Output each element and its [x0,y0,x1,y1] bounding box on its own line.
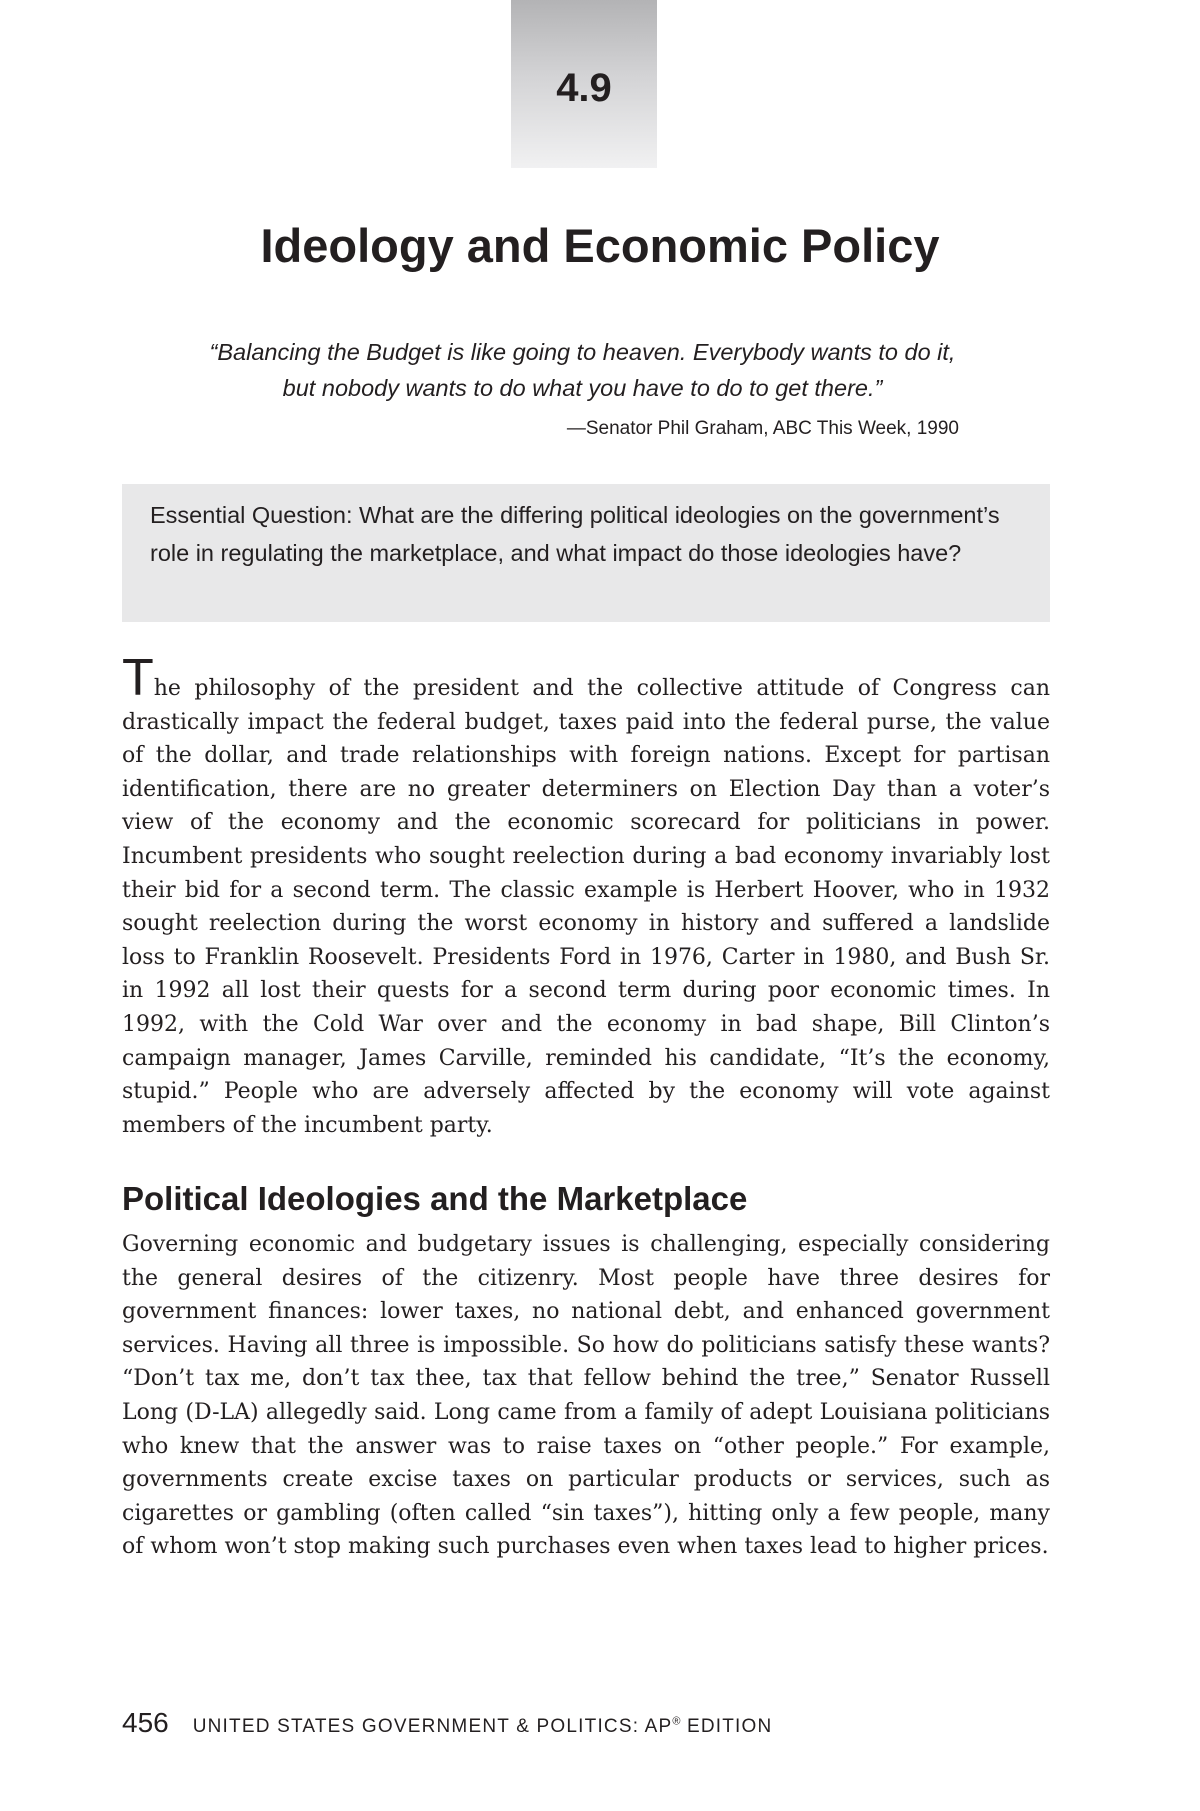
epigraph-line-1: “Balancing the Budget is like going to heaven. Everybody wants to do it, [209,339,956,365]
section-number: 4.9 [556,65,612,110]
page-footer [122,1707,772,1739]
essential-question-box [122,484,1050,622]
epigraph-line-2: but nobody wants to do what you have to do to get there.” [282,375,883,401]
intro-paragraph-text: he philosophy of the president and the collective attitude of Congress can drastically impact the federal budget, taxes paid into the federal purse, the value of the dollar, and trade relationships with foreign nations. Except for partisan identification, there are no greater determiners on Election Day than a voter’s view of the economy and the economic scorecard for politicians in power. Incumbent presidents who sought reelection during a bad economy invariably lost their bid for a second term. The classic example is Herbert Hoover, who in 1932 sought reelection during the worst economy in history and suffered a landslide loss to Franklin Roosevelt. Presidents Ford in 1976, Carter in 1980, and Bush Sr. in 1992 all lost their quests for a second term during poor economic times. In 1992, with the Cold War over and the economy in bad shape, Bill Clinton’s campaign manager, James Carville, reminded his candidate, “It’s the economy, stupid.” People who are adversely affected by the economy will vote against members of the incumbent party. [122,676,1050,1138]
essential-question-text: What are the differing political ideologies on the government’s role in regulating the marketplace, and what impact do those ideologies have? [150,502,1000,566]
epigraph-quote [110,334,1055,406]
drop-cap: T [122,649,154,707]
chapter-title: Ideology and Economic Policy [260,219,940,272]
intro-paragraph [122,649,1050,1142]
registered-mark: ® [672,1715,681,1728]
section-heading: Political Ideologies and the Marketplace [122,1180,748,1217]
running-head: UNITED STATES GOVERNMENT & POLITICS: AP® EDITION [192,1715,773,1737]
marketplace-paragraph: Governing economic and budgetary issues is challenging, especially considering the general desires of the citizenry. Most people have three desires for government finances: lower taxes, no national debt, and enhanced government services. Having all three is impossible. So how do politicians satisfy these wants? “Don’t tax me, don’t tax thee, tax that fellow behind the tree,” Senator Russell Long (D-LA) allegedly said. Long came from a family of adept Louisiana politicians who knew that the answer was to raise taxes on “other people.” For example, governments create excise taxes on particular products or services, such as cigarettes or gambling (often called “sin taxes”), hitting only a few people, many of whom won’t stop making such purchases even when taxes lead to higher prices. [122,1232,1050,1560]
essential-question-label: Essential Question: [150,502,353,528]
epigraph-attribution: —Senator Phil Graham, ABC This Week, 1990 [566,418,959,439]
page-number: 456 [122,1707,169,1738]
section-tab [511,0,657,168]
